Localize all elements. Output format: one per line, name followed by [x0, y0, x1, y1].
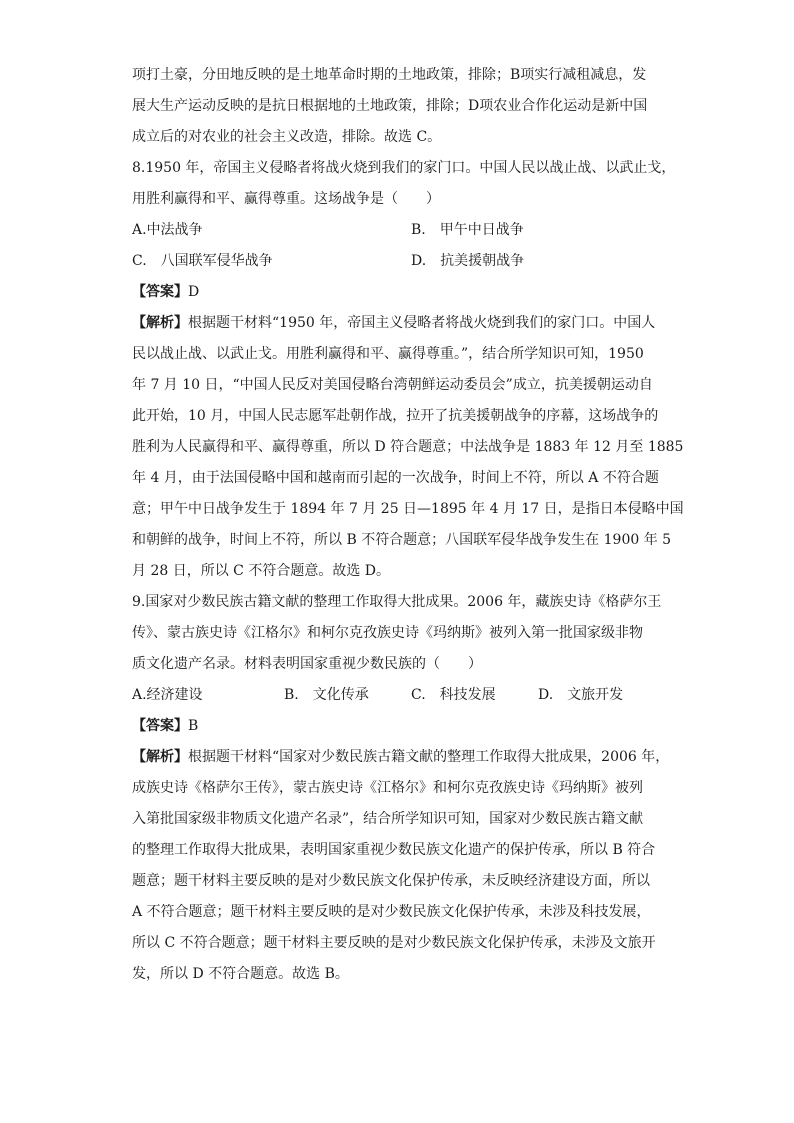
q8-analysis-line: 意；甲午中日战争发生于 1894 年 7 月 25 日—1895 年 4 月 17 日，是指日本侵略中国 [132, 501, 684, 517]
q8-analysis-line: 胜利为人民赢得和平、赢得尊重，所以 D 符合题意；中法战争是 1883 年 12 月至 1885 [132, 439, 684, 455]
q9-analysis-line: 题意；题干材料主要反映的是对少数民族文化保护传承，未反映经济建设方面，所以 [132, 873, 650, 889]
q8-stem-line: 8.1950 年，帝国主义侵略者将战火烧到我们的家门口。中国人民以战止战、以武止戈， [132, 160, 676, 176]
q8-option-d: D. 抗美援朝战争 [411, 253, 525, 269]
q9-option-a: A.经济建设 [132, 687, 203, 703]
q8-analysis-line: 此开始，10 月，中国人民志愿军赴朝作战，拉开了抗美援朝战争的序幕，这场战争的 [132, 408, 659, 424]
q8-analysis-label: 【解析】 [132, 315, 188, 331]
q9-analysis-line: 成族史诗《格萨尔王传》，蒙古族史诗《江格尔》和柯尔克孜族史诗《玛纳斯》被列 [132, 780, 643, 796]
q8-analysis-line: 年 7 月 10 日，“中国人民反对美国侵略台湾朝鲜运动委员会”成立，抗美援朝运动自 [132, 377, 653, 393]
q8-analysis-line: 民以战止战、以武止戈。用胜利赢得和平、赢得尊重。”，结合所学知识可知，1950 [132, 346, 644, 362]
q8-answer [132, 277, 667, 308]
q8-analysis-line: 和朝鲜的战争，时间上不符，所以 B 不符合题意；八国联军侵华战争发生在 1900 年 5 [132, 532, 672, 548]
q9-stem-line: 9.国家对少数民族古籍文献的整理工作取得大批成果。2006 年，藏族史诗《格萨尔王 [132, 594, 662, 610]
q8-answer-label: 【答案】 [132, 284, 188, 300]
q9-option-c: C. 科技发展 [411, 687, 496, 703]
q8-option-c: C. 八国联军侵华战争 [132, 253, 273, 269]
q8-stem-line: 用胜利赢得和平、赢得尊重。这场战争是（ ） [132, 191, 440, 207]
q8-option-b: B. 甲午中日战争 [411, 222, 524, 238]
document-body [132, 60, 684, 990]
q8-options-row-2 [132, 246, 667, 277]
q8-analysis-line: 月 28 日，所以 C 不符合题意。故选 D。 [132, 563, 391, 579]
q9-analysis-line: 入第批国家级非物质文化遗产名录”，结合所学知识可知，国家对少数民族古籍文献 [132, 811, 644, 827]
prev-explanation-line: 项打土豪，分田地反映的是土地革命时期的土地政策，排除；B项实行减租减息，发 [132, 67, 647, 83]
q8-answer-value: D [188, 284, 200, 300]
q8-option-a: A.中法战争 [132, 222, 203, 238]
q9-analysis-line: A 不符合题意；题干材料主要反映的是对少数民族文化保护传承，未涉及科技发展， [132, 904, 651, 920]
prev-explanation-line: 成立后的对农业的社会主义改造，排除。故选 C。 [132, 129, 442, 145]
q9-options-row [132, 680, 667, 711]
q9-stem-line: 质文化遗产名录。材料表明国家重视少数民族的（ ） [132, 656, 482, 672]
q8-analysis-text: 根据题干材料“1950 年，帝国主义侵略者将战火烧到我们的家门口。中国人 [188, 315, 656, 331]
q9-analysis-first-line [132, 742, 670, 773]
prev-explanation-line: 展大生产运动反映的是抗日根据地的土地政策，排除；D项农业合作化运动是新中国 [132, 98, 648, 114]
q8-options-row-1 [132, 215, 667, 246]
q8-analysis-line: 年 4 月，由于法国侵略中国和越南而引起的一次战争，时间上不符，所以 A 不符合题 [132, 470, 659, 486]
q9-answer [132, 711, 667, 742]
q9-answer-value: B [188, 718, 199, 734]
q9-answer-label: 【答案】 [132, 718, 188, 734]
q9-analysis-text: 根据题干材料“国家对少数民族古籍文献的整理工作取得大批成果，2006 年， [188, 749, 670, 765]
q9-stem-line: 传》、蒙古族史诗《江格尔》和柯尔克孜族史诗《玛纳斯》被列入第一批国家级非物 [132, 625, 643, 641]
q9-option-d: D. 文旅开发 [538, 687, 624, 703]
q9-analysis-label: 【解析】 [132, 749, 188, 765]
q9-option-b: B. 文化传承 [284, 687, 369, 703]
q8-analysis-first-line [132, 308, 667, 339]
q9-analysis-line: 的整理工作取得大批成果，表明国家重视少数民族文化遗产的保护传承，所以 B 符合 [132, 842, 656, 858]
q9-analysis-line: 所以 C 不符合题意；题干材料主要反映的是对少数民族文化保护传承，未涉及文旅开 [132, 935, 656, 951]
q9-analysis-line: 发，所以 D 不符合题意。故选 B。 [132, 966, 349, 982]
